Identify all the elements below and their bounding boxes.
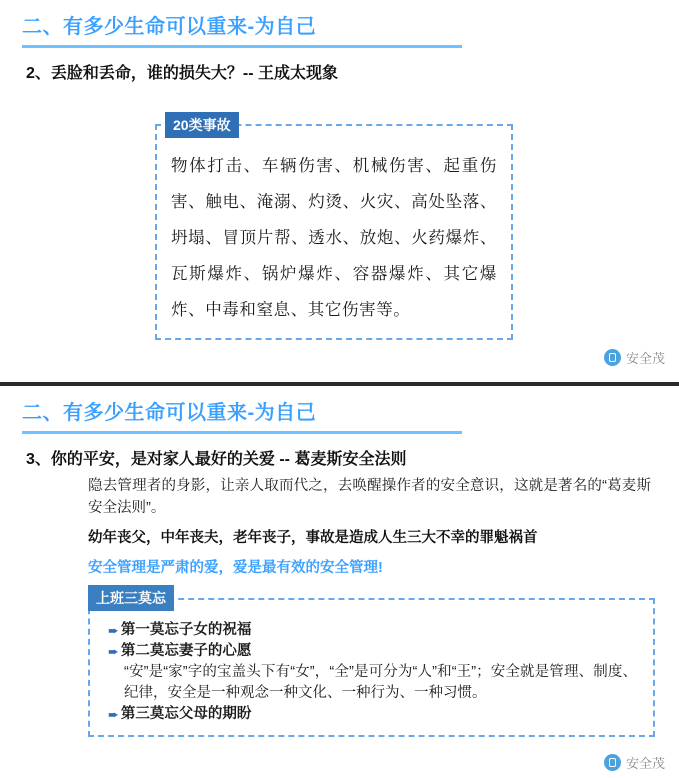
- three-reminders-tag: 上班三莫忘: [88, 585, 174, 611]
- watermark-label: 安全茂: [625, 756, 665, 771]
- body-paragraph: 隐去管理者的身影，让亲人取而代之，去唤醒操作者的安全意识，这就是著名的“葛麦斯安全法则”。: [88, 478, 651, 516]
- section-heading-1: [0, 0, 679, 43]
- arrow-bullet-icon: ➨: [108, 707, 119, 722]
- section-heading-text-2: 二、有多少生命可以重来-为自己: [22, 402, 317, 424]
- sub-heading-2: 3、你的平安，是对家人最好的关爱 -- 葛麦斯安全法则: [26, 451, 407, 468]
- list-item-label: 第三莫忘父母的期盼: [120, 706, 252, 722]
- three-reminders-box: [88, 598, 655, 737]
- list-item: [104, 704, 639, 725]
- sub-heading-1: 2、丢脸和丢命，谁的损失大？-- 王成太现象: [26, 65, 339, 82]
- watermark-badge-2: [604, 753, 665, 772]
- accident-types-tag: 20类事故: [165, 112, 239, 138]
- three-reminders-box-wrapper: [88, 585, 655, 737]
- safety-definition-paragraph: “安”是“家”字的宝盖头下有“女”，“全”是可分为“人”和“王”；安全就是管理、制度、纪律，安全是一种观念一种文化、一种行为、一种习惯。: [124, 664, 637, 701]
- slide-section-1: [0, 0, 679, 382]
- arrow-bullet-icon: ➨: [108, 644, 119, 659]
- body-bold-paragraph: 幼年丧父，中年丧夫，老年丧子，事故是造成人生三大不幸的罪魁祸首: [88, 530, 538, 546]
- section-heading-2: [0, 386, 679, 429]
- shield-logo-icon: [604, 349, 621, 366]
- slide-section-2: [0, 386, 679, 778]
- accident-types-text: 物体打击、车辆伤害、机械伤害、起重伤害、触电、淹溺、灼烫、火灾、高处坠落、坍塌、冒顶片帮、透水、放炮、火药爆炸、瓦斯爆炸、锅炉爆炸、容器爆炸、其它爆炸、中毒和窒息、其它伤害等。: [171, 157, 497, 319]
- list-item: [104, 641, 639, 662]
- shield-logo-icon: [604, 754, 621, 771]
- list-item-label: 第二莫忘妻子的心愿: [120, 643, 252, 659]
- watermark-badge-1: [604, 348, 665, 367]
- accident-types-box-wrapper: [155, 112, 513, 340]
- watermark-label: 安全茂: [625, 351, 665, 366]
- accident-types-box: [155, 124, 513, 340]
- list-item: [104, 620, 639, 641]
- arrow-bullet-icon: ➨: [108, 623, 119, 638]
- section-heading-text: 二、有多少生命可以重来-为自己: [22, 16, 317, 38]
- body-blue-paragraph: 安全管理是严肃的爱，爱是最有效的安全管理!: [88, 560, 383, 576]
- list-item-label: 第一莫忘子女的祝福: [120, 622, 252, 638]
